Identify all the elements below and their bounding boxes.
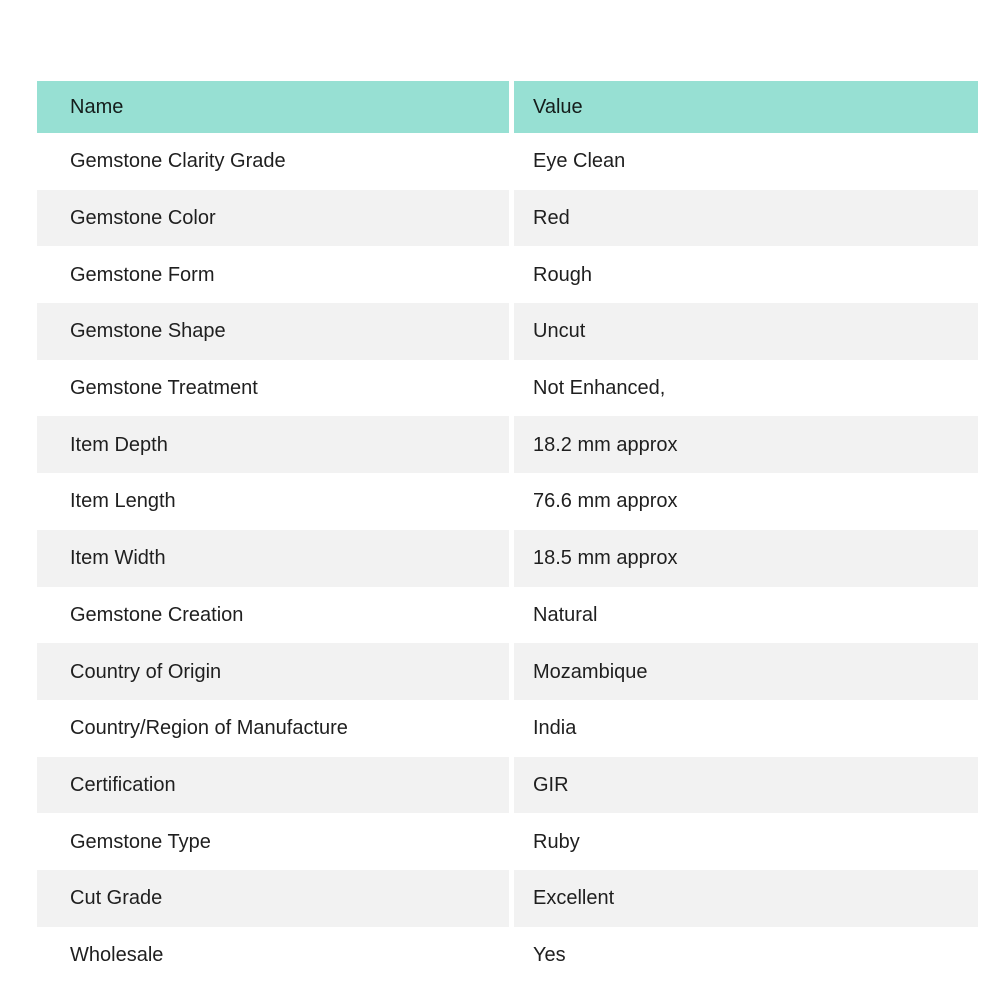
- row-value-cell: GIR: [514, 757, 978, 814]
- table-row: [37, 813, 978, 870]
- table-row: [37, 643, 978, 700]
- table-row: [37, 757, 978, 814]
- table-row: [37, 587, 978, 644]
- row-value-cell: Mozambique: [514, 643, 978, 700]
- row-value-cell: Yes: [514, 927, 978, 984]
- row-name-cell: Gemstone Form: [37, 246, 509, 303]
- row-name-cell: Gemstone Creation: [37, 587, 509, 644]
- row-name-cell: Gemstone Clarity Grade: [37, 133, 509, 190]
- row-value-cell: 76.6 mm approx: [514, 473, 978, 530]
- row-name-cell: Gemstone Treatment: [37, 360, 509, 417]
- column-header-name: Name: [37, 81, 509, 133]
- row-name-cell: Item Width: [37, 530, 509, 587]
- row-name-cell: Gemstone Shape: [37, 303, 509, 360]
- table-row: [37, 416, 978, 473]
- row-value-cell: Rough: [514, 246, 978, 303]
- table-row: [37, 473, 978, 530]
- row-value-cell: Uncut: [514, 303, 978, 360]
- row-value-cell: Not Enhanced,: [514, 360, 978, 417]
- table-row: [37, 133, 978, 190]
- table-header-row: [37, 81, 978, 133]
- row-name-cell: Cut Grade: [37, 870, 509, 927]
- table-row: [37, 246, 978, 303]
- table-row: [37, 870, 978, 927]
- row-name-cell: Item Depth: [37, 416, 509, 473]
- table-row: [37, 700, 978, 757]
- row-value-cell: 18.5 mm approx: [514, 530, 978, 587]
- row-value-cell: Natural: [514, 587, 978, 644]
- table-row: [37, 927, 978, 984]
- table-row: [37, 360, 978, 417]
- row-name-cell: Gemstone Color: [37, 190, 509, 247]
- row-value-cell: Ruby: [514, 813, 978, 870]
- table-body: [37, 133, 978, 983]
- table-row: [37, 190, 978, 247]
- row-value-cell: Red: [514, 190, 978, 247]
- row-name-cell: Country/Region of Manufacture: [37, 700, 509, 757]
- row-value-cell: India: [514, 700, 978, 757]
- row-name-cell: Item Length: [37, 473, 509, 530]
- table-row: [37, 303, 978, 360]
- row-name-cell: Certification: [37, 757, 509, 814]
- row-value-cell: Excellent: [514, 870, 978, 927]
- specifications-table: [37, 81, 978, 983]
- column-header-value: Value: [514, 81, 978, 133]
- row-name-cell: Wholesale: [37, 927, 509, 984]
- row-value-cell: 18.2 mm approx: [514, 416, 978, 473]
- table-row: [37, 530, 978, 587]
- row-name-cell: Gemstone Type: [37, 813, 509, 870]
- row-name-cell: Country of Origin: [37, 643, 509, 700]
- row-value-cell: Eye Clean: [514, 133, 978, 190]
